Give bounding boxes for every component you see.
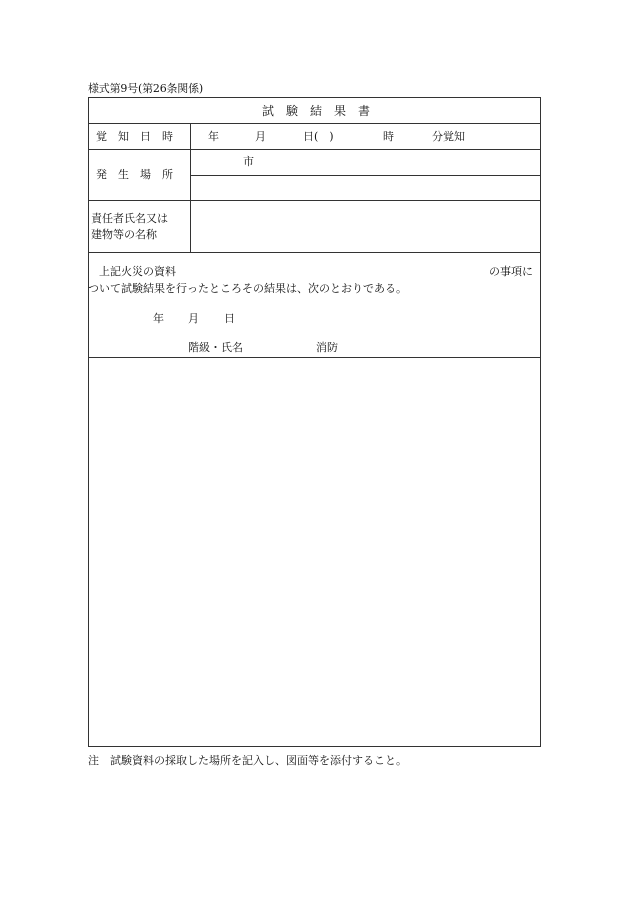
day-weekday-label: 日( ) xyxy=(303,130,334,143)
city-label: 市 xyxy=(243,155,254,168)
statement-date-day: 日 xyxy=(224,312,235,325)
month-label: 月 xyxy=(255,130,266,143)
form-frame xyxy=(88,97,541,747)
row-divider-responsible xyxy=(88,252,541,253)
row-divider-location xyxy=(88,200,541,201)
form-title: 試 験 結 果 書 xyxy=(262,104,371,118)
row-divider-title xyxy=(88,123,541,124)
rank-name-label: 階級・氏名 xyxy=(188,341,243,354)
fire-department-label: 消防 xyxy=(316,341,338,354)
row-divider-datetime xyxy=(88,149,541,150)
responsible-person-label-line2: 建物等の名称 xyxy=(91,228,157,241)
statement-date-month: 月 xyxy=(188,312,199,325)
statement-date-year: 年 xyxy=(153,312,164,325)
row-divider-location-inner xyxy=(190,175,541,176)
form-number-label: 様式第9号(第26条関係) xyxy=(88,82,203,95)
column-divider xyxy=(190,123,191,252)
notification-datetime-label: 覚 知 日 時 xyxy=(96,130,173,143)
statement-line2: ついて試験結果を行ったところその結果は、次のとおりである。 xyxy=(88,282,407,295)
footnote: 注 試験資料の採取した場所を記入し、図面等を添付すること。 xyxy=(88,754,407,767)
hour-label: 時 xyxy=(383,130,394,143)
statement-line1-start: 上記火災の資料 xyxy=(99,265,176,278)
statement-line1-end: の事項に xyxy=(489,265,533,278)
row-divider-statement xyxy=(88,357,541,358)
responsible-person-label-line1: 責任者氏名又は xyxy=(91,212,168,225)
year-label: 年 xyxy=(208,130,219,143)
minute-notified-label: 分覚知 xyxy=(432,130,465,143)
location-label: 発 生 場 所 xyxy=(96,168,173,181)
